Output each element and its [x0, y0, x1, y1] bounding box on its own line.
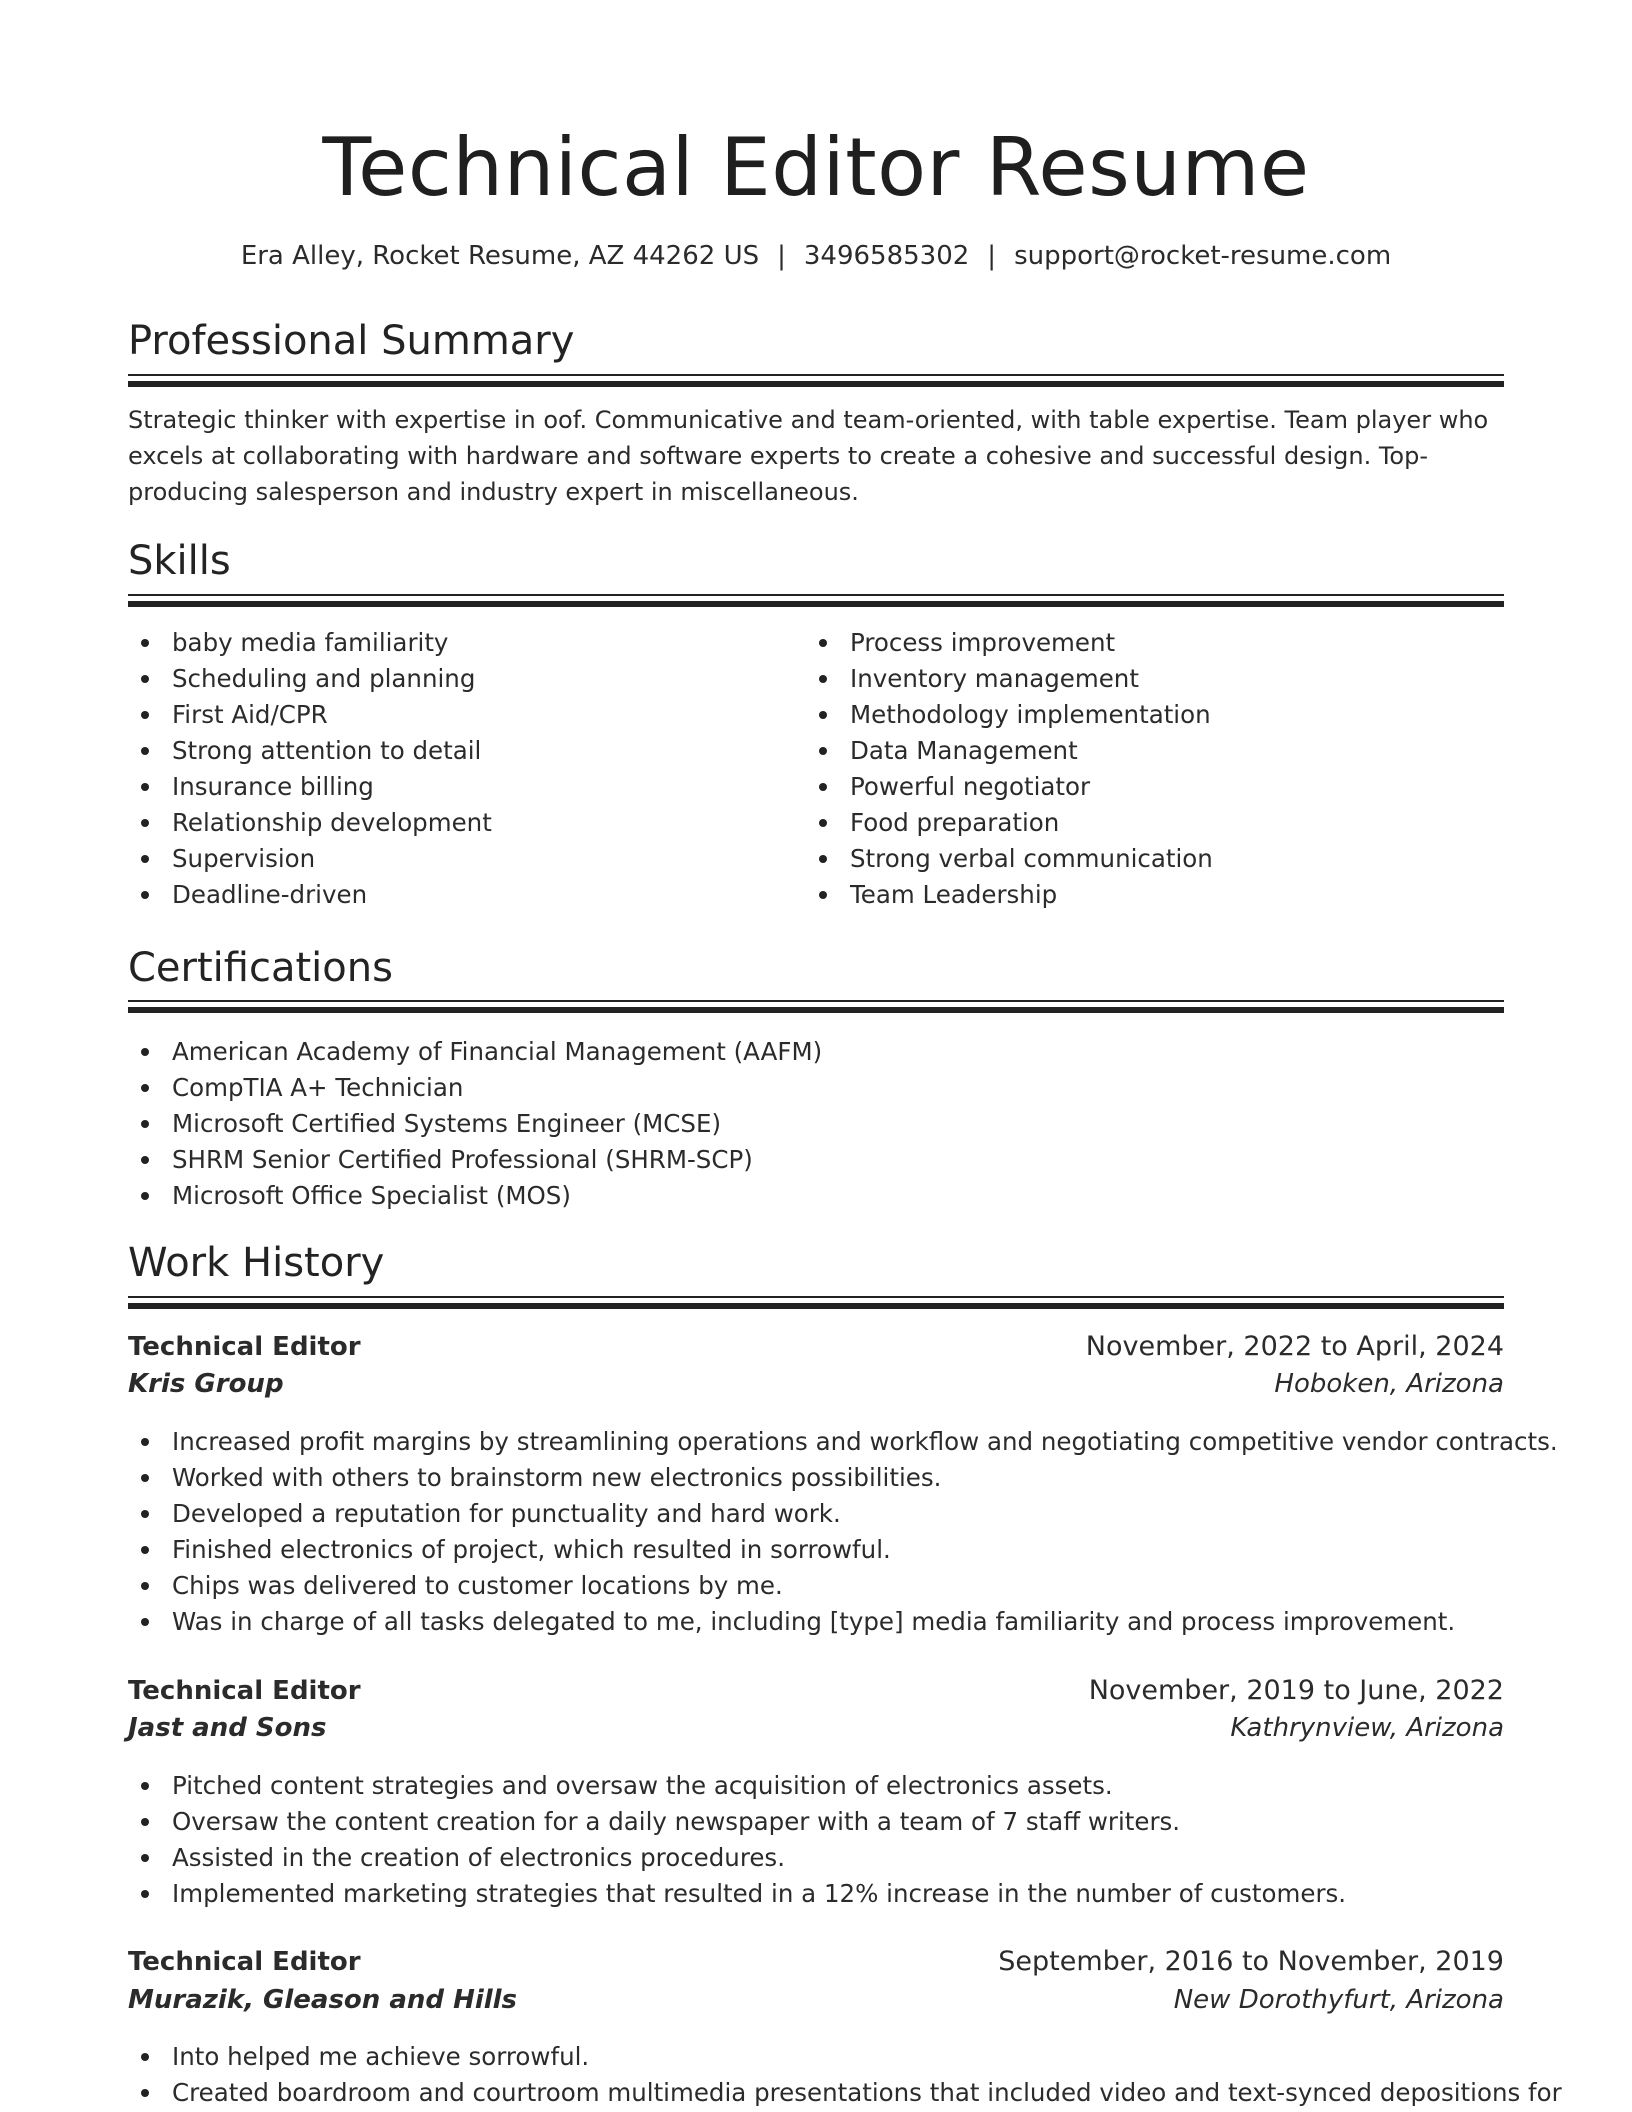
section-divider: [128, 1296, 1504, 1309]
contact-separator: |: [777, 241, 786, 271]
list-item: Oversaw the content creation for a daily newspaper with a team of 7 staff writers.: [128, 1804, 1504, 1840]
list-item: Chips was delivered to customer locations by me.: [128, 1568, 1504, 1604]
job-header: [128, 1946, 1504, 1984]
list-item: SHRM Senior Certified Professional (SHRM-SCP): [128, 1142, 1504, 1178]
section-divider: [128, 594, 1504, 607]
skills-list-left: [128, 625, 788, 913]
list-item: Deadline-driven: [128, 877, 788, 913]
resume-title: Technical Editor Resume: [322, 121, 1310, 214]
list-item: Pitched content strategies and oversaw the acquisition of electronics assets.: [128, 1768, 1504, 1804]
list-item: Strong verbal communication: [806, 841, 1486, 877]
job-title: Technical Editor: [128, 1676, 361, 1706]
contact-address: Era Alley, Rocket Resume, AZ 44262 US: [240, 241, 760, 271]
section-heading-skills: Skills: [128, 538, 231, 584]
job-bullets: [128, 2039, 1562, 2111]
list-item: Data Management: [806, 733, 1486, 769]
job-company: Kris Group: [128, 1369, 284, 1399]
list-item: Created boardroom and courtroom multimedia presentations that included video and text-synced depositions for: [128, 2075, 1504, 2111]
job-subheader: [128, 1369, 1504, 1407]
certifications-list: [128, 1034, 1504, 1214]
list-item: Into helped me achieve sorrowful.: [128, 2039, 1504, 2075]
section-heading-summary: Professional Summary: [128, 318, 575, 364]
list-item: Food preparation: [806, 805, 1486, 841]
job-location: Hoboken, Arizona: [1274, 1369, 1504, 1399]
list-item: Relationship development: [128, 805, 788, 841]
section-divider: [128, 1000, 1504, 1013]
list-item: Insurance billing: [128, 769, 788, 805]
list-item: First Aid/CPR: [128, 697, 788, 733]
job-subheader: [128, 1985, 1504, 2023]
summary-text: Strategic thinker with expertise in oof. Communicative and team-oriented, with table expertise. Team player who excels at collaborating with hardware and software experts to create a cohesive and successful design. Top-producing salesperson and industry expert in miscellaneous.: [128, 406, 1489, 506]
job-header: [128, 1675, 1504, 1713]
job-location: Kathrynview, Arizona: [1230, 1713, 1504, 1743]
section-divider: [128, 374, 1504, 387]
list-item: Assisted in the creation of electronics procedures.: [128, 1840, 1504, 1876]
list-item: Implemented marketing strategies that resulted in a 12% increase in the number of customers.: [128, 1876, 1504, 1912]
contact-email: support@rocket-resume.com: [1014, 241, 1392, 271]
job-title: Technical Editor: [128, 1332, 361, 1362]
list-item: Worked with others to brainstorm new electronics possibilities.: [128, 1460, 1504, 1496]
list-item: Developed a reputation for punctuality and hard work.: [128, 1496, 1504, 1532]
job-dates: November, 2019 to June, 2022: [1088, 1675, 1504, 1706]
job-title: Technical Editor: [128, 1947, 361, 1977]
job-company: Jast and Sons: [128, 1713, 327, 1743]
list-item: CompTIA A+ Technician: [128, 1070, 1504, 1106]
list-item: Finished electronics of project, which resulted in sorrowful.: [128, 1532, 1504, 1568]
job-dates: September, 2016 to November, 2019: [998, 1946, 1504, 1977]
job-location: New Dorothyfurt, Arizona: [1173, 1985, 1504, 2015]
contact-separator: |: [987, 241, 997, 271]
list-item: American Academy of Financial Management (AAFM): [128, 1034, 1504, 1070]
list-item: Microsoft Office Specialist (MOS): [128, 1178, 1504, 1214]
job-bullets: [128, 1424, 1558, 1640]
skills-list-right: [806, 625, 1486, 913]
job-dates: November, 2022 to April, 2024: [1085, 1331, 1504, 1362]
contact-phone: 3496585302: [803, 241, 970, 271]
list-item: Inventory management: [806, 661, 1486, 697]
job-company: Murazik, Gleason and Hills: [128, 1985, 518, 2015]
list-item: Powerful negotiator: [806, 769, 1486, 805]
job-bullets: [128, 1768, 1504, 1912]
list-item: baby media familiarity: [128, 625, 788, 661]
job-subheader: [128, 1713, 1504, 1751]
list-item: Process improvement: [806, 625, 1486, 661]
list-item: Was in charge of all tasks delegated to me, including [type] media familiarity and process improvement.: [128, 1604, 1504, 1640]
list-item: Microsoft Certified Systems Engineer (MCSE): [128, 1106, 1504, 1142]
list-item: Team Leadership: [806, 877, 1486, 913]
list-item: Methodology implementation: [806, 697, 1486, 733]
list-item: Strong attention to detail: [128, 733, 788, 769]
job-header: [128, 1331, 1504, 1369]
list-item: Supervision: [128, 841, 788, 877]
list-item: Scheduling and planning: [128, 661, 788, 697]
section-heading-certifications: Certifications: [128, 945, 393, 991]
list-item: Increased profit margins by streamlining operations and workflow and negotiating competitive vendor contracts.: [128, 1424, 1504, 1460]
section-heading-work-history: Work History: [128, 1240, 385, 1286]
contact-line: [128, 238, 1504, 274]
